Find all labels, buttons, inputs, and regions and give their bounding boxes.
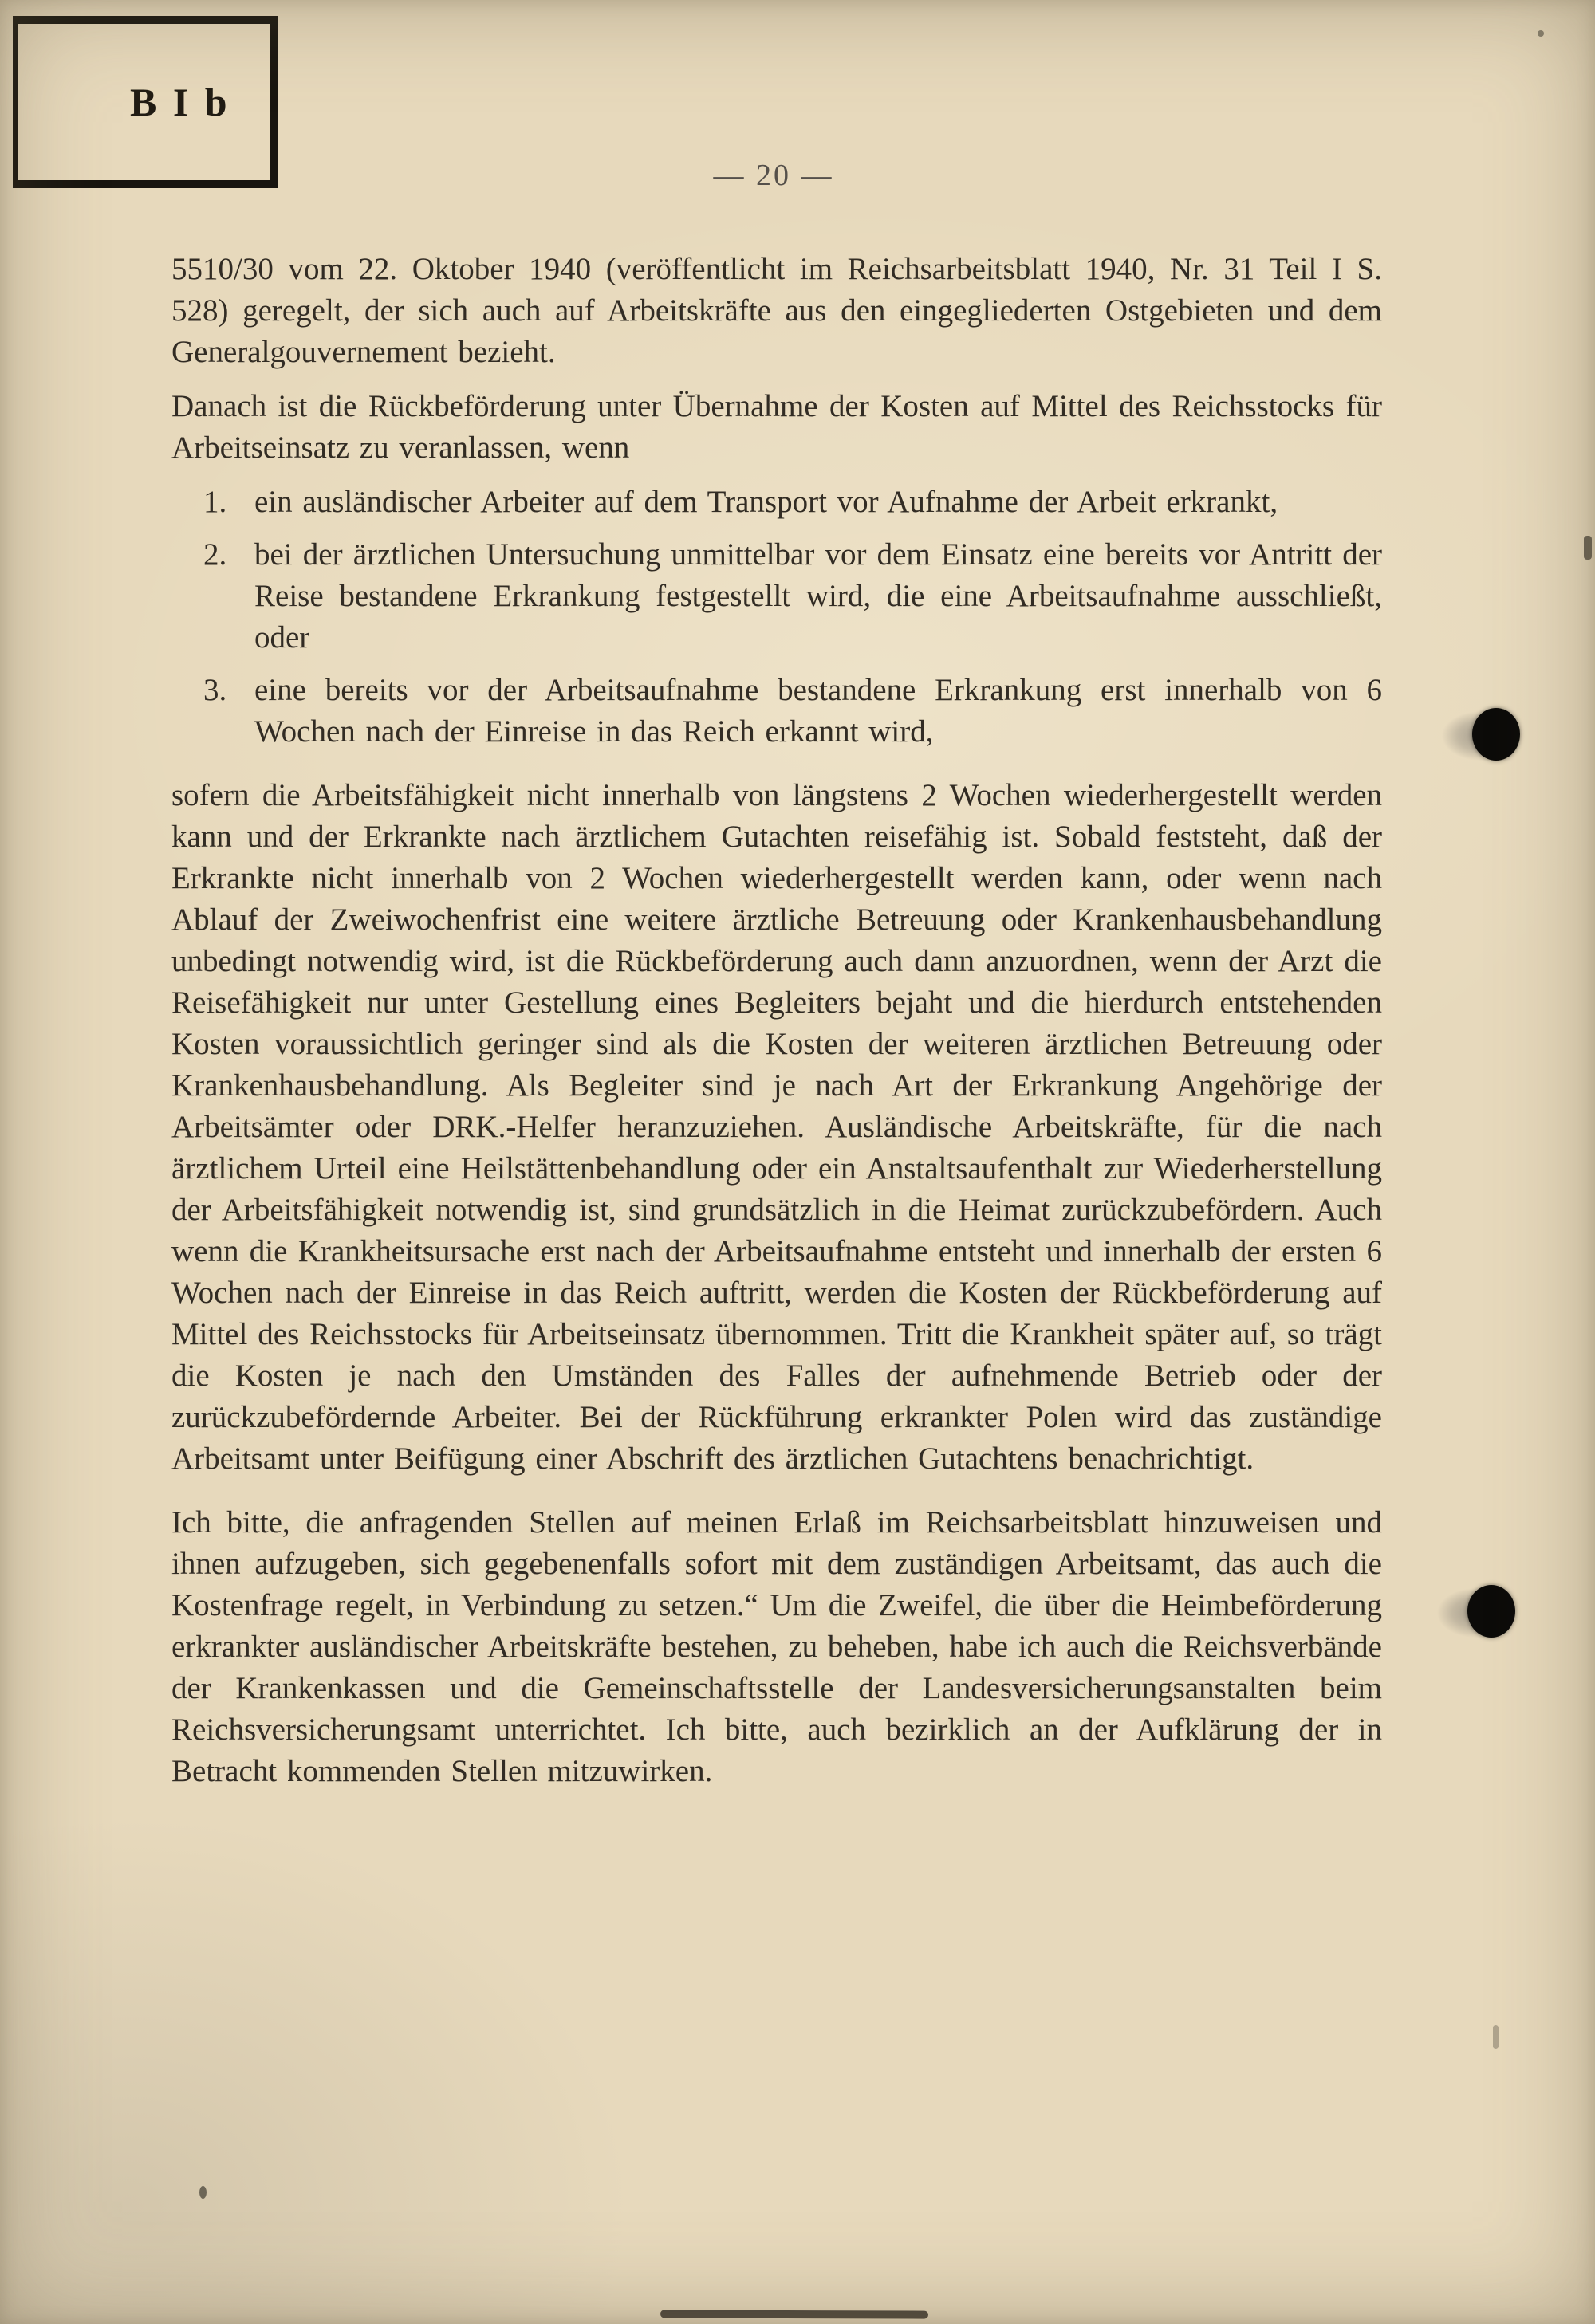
scan-speck	[1584, 536, 1592, 560]
list-item-number: 3.	[203, 673, 227, 707]
paragraph-closing-request: Ich bitte, die anfragenden Stellen auf meinen Erlaß im Reichsarbeitsblatt hinzuweisen und ihnen aufzugeben, sich gegebenenfalls sofort mit dem zuständigen Arbeitsamt, das auch die Kostenfrage regelt, in Verbindung zu setzen.“ Um die Zweifel, die über die Heimbeförderung erkrankter ausländischer Arbeitskräfte bestehen, zu beheben, habe ich auch die Reichsverbände der Krankenkassen und die Gemeinschaftsstelle der Landesversicherungsanstalten beim Reichsversicherungsamt unterrichtet. Ich bitte, auch bezirklich an der Aufklärung der in Betracht kommenden Stellen mitzuwirken.	[171, 1505, 1382, 1788]
page-number: — 20 —	[713, 159, 834, 192]
list-item	[203, 670, 1382, 753]
paragraph-main-provisions: sofern die Arbeitsfähigkeit nicht innerhalb von längstens 2 Wochen wiederhergestellt werden kann und der Erkrankte nach ärztlichem Gutachten reisefähig ist. Sobald feststeht, daß der Erkrankte nicht innerhalb von 2 Wochen wiederhergestellt werden kann, oder wenn nach Ablauf der Zweiwochenfrist eine weitere ärztliche Betreuung oder Krankenhausbehandlung unbedingt notwendig wird, ist die Rückbeförderung auch dann anzuordnen, wenn der Arzt die Reisefähigkeit nur unter Gestellung eines Begleiters bejaht und die hierdurch entstehenden Kosten voraussichtlich geringer sind als die Kosten der weiteren ärztlichen Betreuung oder Krankenhausbehandlung. Als Begleiter sind je nach Art der Erkrankung Angehörige der Arbeitsämter oder DRK.-Helfer heranzuziehen. Ausländische Arbeitskräfte, für die nach ärztlichem Urteil eine Heilstättenbehandlung oder ein Anstaltsaufenthalt zur Wiederherstellung der Arbeitsfähigkeit notwendig ist, sind grundsätzlich in die Heimat zurückzubefördern. Auch wenn die Krankheitsursache erst nach der Arbeitsaufnahme entsteht und innerhalb der ersten 6 Wochen nach der Einreise in das Reich auftritt, werden die Kosten der Rückbeförderung auf Mittel des Reichsstocks für Arbeitseinsatz übernommen. Tritt die Krankheit später auf, so trägt die Kosten je nach den Umständen des Falles der aufnehmende Betrieb oder der zurückzubefördernde Arbeiter. Bei der Rückführung erkrankter Polen wird das zuständige Arbeitsamt unter Beifügung einer Abschrift des ärztlichen Gutachtens benachrichtigt.	[171, 778, 1382, 1476]
scan-speck	[1493, 2025, 1499, 2049]
punch-hole-icon	[1472, 708, 1520, 761]
numbered-list	[203, 482, 1382, 753]
list-item	[203, 534, 1382, 659]
list-item	[203, 482, 1382, 523]
punch-hole-icon	[1467, 1585, 1515, 1638]
scan-speck	[199, 2186, 207, 2199]
list-item-text: bei der ärztlichen Untersuchung unmittelbar vor dem Einsatz eine bereits vor Antritt der Reise bestandene Erkrankung festgestellt wird, die eine Arbeitsaufnahme ausschließt, oder	[254, 537, 1382, 655]
list-item-text: eine bereits vor der Arbeitsaufnahme bestandene Erkrankung erst innerhalb von 6 Wochen nach der Einreise in das Reich erkannt wird,	[254, 673, 1382, 749]
classification-label: B I b	[130, 80, 230, 124]
document-body	[171, 249, 1382, 1792]
scan-edge-artifact	[660, 2310, 928, 2318]
classification-box	[13, 16, 278, 188]
list-item-text: ein ausländischer Arbeiter auf dem Transport vor Aufnahme der Arbeit erkrankt,	[254, 485, 1278, 519]
paragraph-intro-conditions: Danach ist die Rückbeförderung unter Übernahme der Kosten auf Mittel des Reichsstocks für Arbeitseinsatz zu veranlassen, wenn	[171, 389, 1382, 465]
scan-speck	[1538, 30, 1544, 37]
list-item-number: 1.	[203, 485, 227, 519]
paragraph-regulation-reference: 5510/30 vom 22. Oktober 1940 (veröffentlicht im Reichsarbeitsblatt 1940, Nr. 31 Teil I S. 528) geregelt, der sich auch auf Arbeitskräfte aus den eingegliederten Ostgebieten und dem Generalgouvernement bezieht.	[171, 252, 1382, 369]
list-item-number: 2.	[203, 537, 227, 572]
